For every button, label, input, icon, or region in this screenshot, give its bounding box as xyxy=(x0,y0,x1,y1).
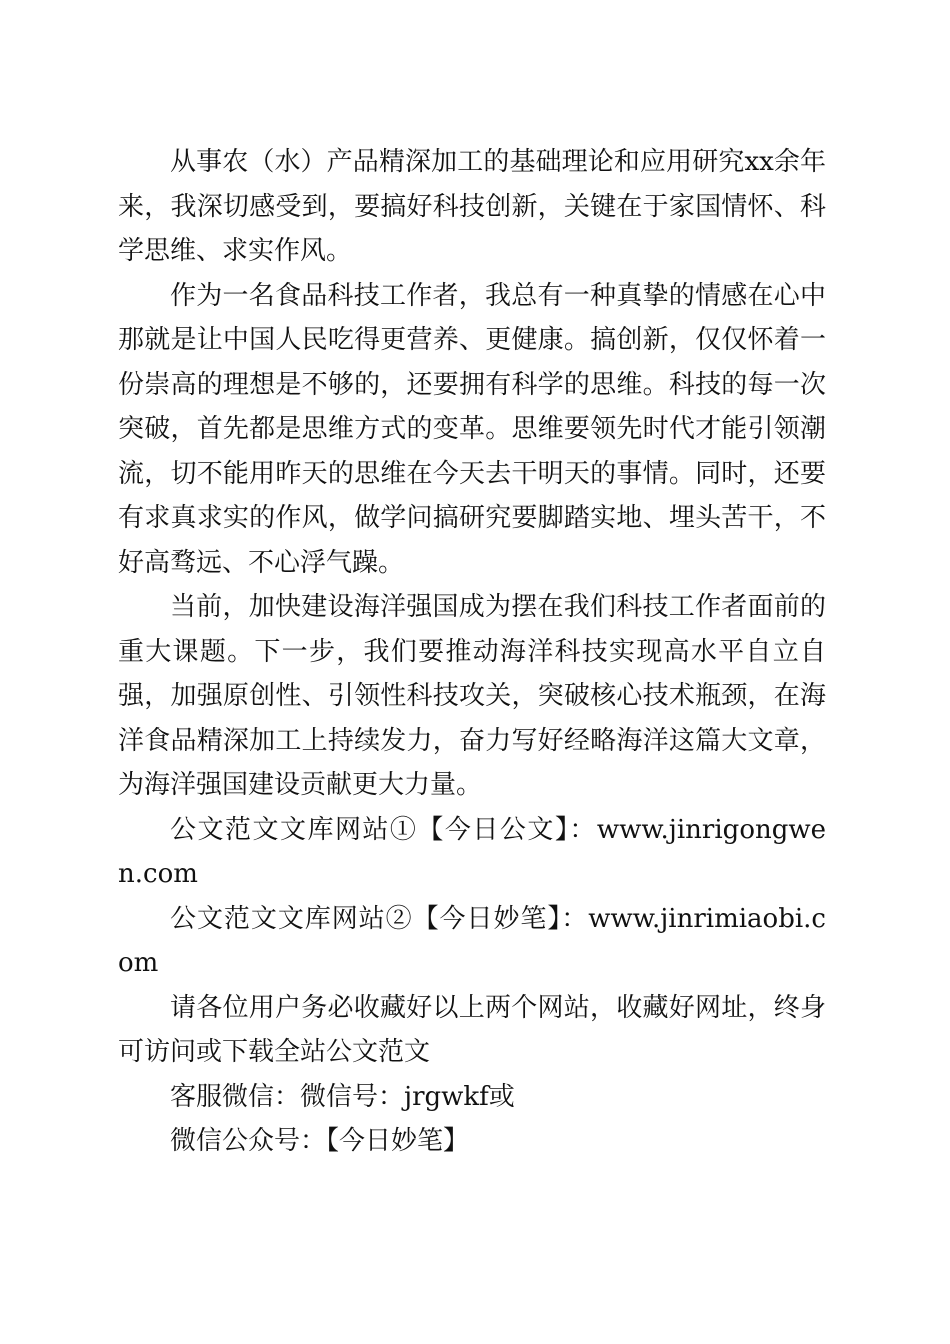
footer-site2-label: 公文范文文库网站②【今日妙笔】： xyxy=(170,903,589,934)
paragraph-scientist-attitude: 作为一名食品科技工作者，我总有一种真挚的情感在心中那就是让中国人民吃得更营养、更健康。搞创新，仅仅怀着一份崇高的理想是不够的，还要拥有科学的思维。科技的每一次突破，首先都是思维方式的变革。思维要领先时代才能引领潮流，切不能用昨天的思维在今天去干明天的事情。同时，还要有求真求实的作风，做学问搞研究要脚踏实地、埋头苦干，不好高骛远、不心浮气躁。 xyxy=(118,280,826,578)
paragraph-ocean-power: 当前，加快建设海洋强国成为摆在我们科技工作者面前的重大课题。下一步，我们要推动海洋科技实现高水平自立自强，加强原创性、引领性科技攻关，突破核心技术瓶颈，在海洋食品精深加工上持续发力，奋力写好经略海洋这篇大文章，为海洋强国建设贡献更大力量。 xyxy=(118,592,826,800)
footer-service-line xyxy=(118,1075,826,1120)
paragraph-research-intro: 从事农（水）产品精深加工的基础理论和应用研究xx余年来，我深切感受到，要搞好科技创新，关键在于家国情怀、科学思维、求实作风。 xyxy=(118,147,826,266)
footer-service-label: 客服微信：微信号： xyxy=(170,1081,405,1112)
footer-service-wechat: jrgwkf xyxy=(404,1081,489,1112)
footer-notice: 请各位用户务必收藏好以上两个网站，收藏好网址，终身可访问或下载全站公文范文 xyxy=(118,992,826,1067)
document-page xyxy=(118,140,826,1164)
footer-site2-line xyxy=(118,897,826,986)
footer-official-account: 微信公众号：【今日妙笔】 xyxy=(170,1126,470,1156)
footer-service-or: 或 xyxy=(488,1081,515,1112)
footer-site1-url[interactable]: www.jinrigongwen.com xyxy=(118,814,826,889)
footer-site1-label: 公文范文文库网站①【今日公文】： xyxy=(170,814,597,845)
footer-site1-line xyxy=(118,808,826,897)
footer-site2-url[interactable]: www.jinrimiaobi.com xyxy=(118,903,826,978)
